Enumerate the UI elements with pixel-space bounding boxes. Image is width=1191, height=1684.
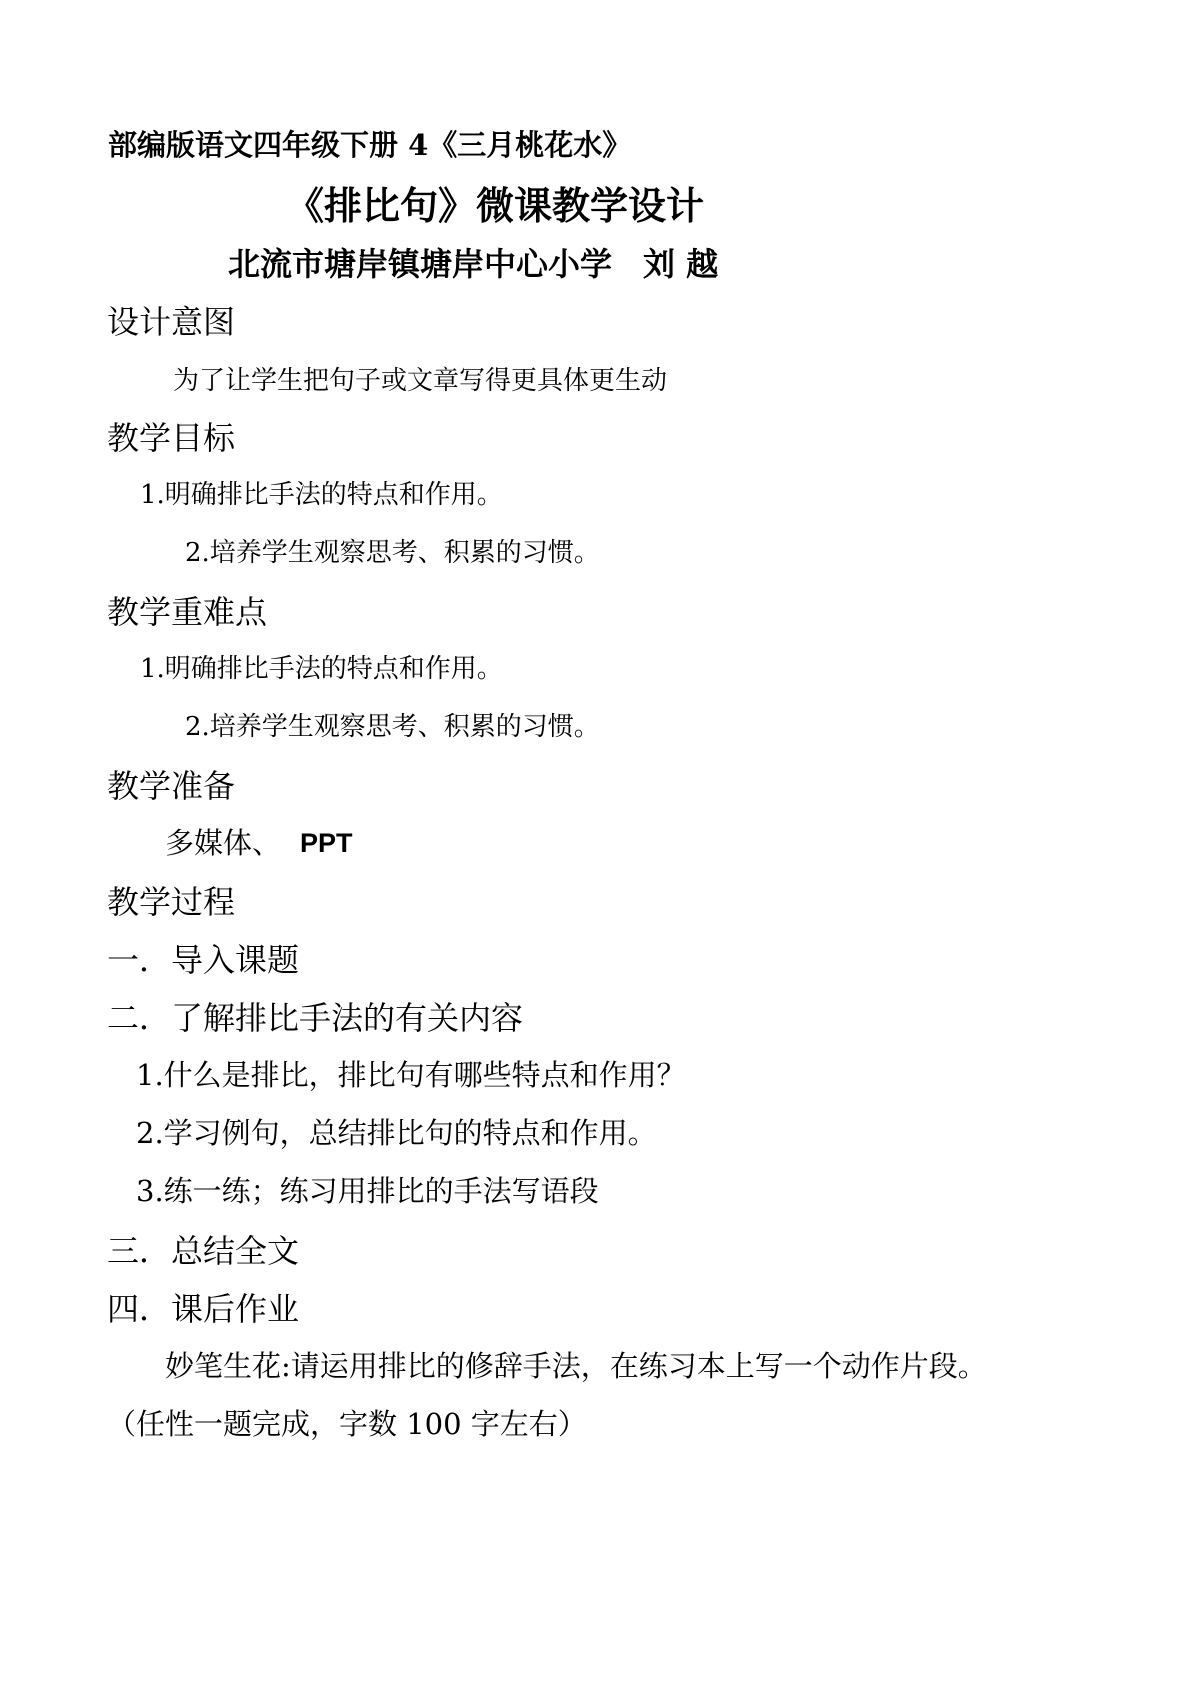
section-heading-process: 教学过程 bbox=[107, 883, 236, 921]
header-line: 部编版语文四年级下册 4《三月桃花水》 bbox=[108, 128, 632, 162]
process-step-2: 二．了解排比手法的有关内容 bbox=[107, 999, 524, 1037]
homework-text: 妙笔生花:请运用排比的修辞手法，在练习本上写一个动作片段。 bbox=[165, 1349, 987, 1383]
author-school: 北流市塘岸镇塘岸中心小学 bbox=[228, 245, 613, 283]
author-name: 刘 越 bbox=[643, 245, 719, 283]
key-point-item: 1.明确排比手法的特点和作用。 bbox=[140, 654, 503, 684]
process-step-2-item: 2.学习例句，总结排比句的特点和作用。 bbox=[136, 1116, 657, 1150]
design-intent-text: 为了让学生把句子或文章写得更具体更生动 bbox=[173, 366, 668, 396]
document-title: 《排比句》微课教学设计 bbox=[286, 183, 705, 228]
section-heading-preparation: 教学准备 bbox=[107, 767, 236, 805]
objective-item: 2.培养学生观察思考、积累的习惯。 bbox=[185, 538, 600, 568]
process-step-4: 四．课后作业 bbox=[107, 1290, 300, 1328]
section-heading-key-points: 教学重难点 bbox=[107, 593, 268, 631]
key-point-item: 2.培养学生观察思考、积累的习惯。 bbox=[185, 712, 600, 742]
process-step-2-item: 3.练一练；练习用排比的手法写语段 bbox=[136, 1174, 599, 1208]
process-step-2-item: 1.什么是排比，排比句有哪些特点和作用？ bbox=[136, 1058, 686, 1092]
section-heading-objectives: 教学目标 bbox=[107, 419, 236, 457]
process-step-3: 三．总结全文 bbox=[107, 1232, 300, 1270]
objective-item: 1.明确排比手法的特点和作用。 bbox=[140, 480, 503, 510]
preparation-text: 多媒体、 bbox=[165, 826, 282, 860]
preparation-ppt: PPT bbox=[300, 828, 353, 858]
process-step-1: 一．导入课题 bbox=[107, 941, 300, 979]
homework-note: （任性一题完成，字数 100 字左右） bbox=[107, 1407, 587, 1441]
section-heading-design-intent: 设计意图 bbox=[107, 303, 236, 341]
